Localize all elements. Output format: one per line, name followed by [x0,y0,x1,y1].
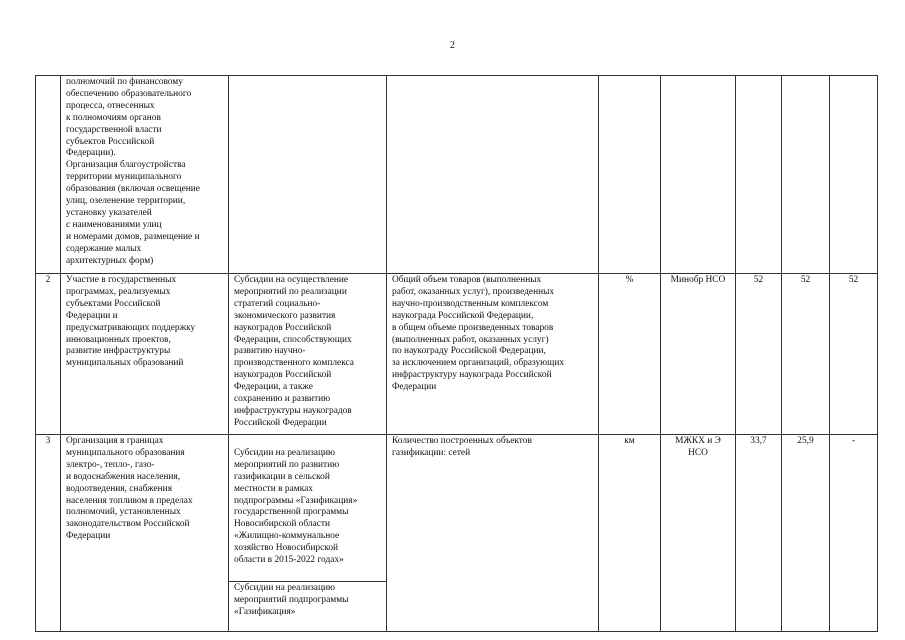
table-row [36,274,878,435]
row-unit: % [599,274,661,435]
row-unit [599,76,661,274]
table-row [36,76,878,274]
row-value-1: 52 [736,274,782,435]
row-unit: км [599,435,661,632]
row-indicator: Количество построенных объектов газификации: сетей [387,435,599,632]
row-value-3: - [830,435,878,632]
row-indicator [387,76,599,274]
row-value-1 [736,76,782,274]
page-number: 2 [450,40,455,51]
row-value-2: 52 [782,274,830,435]
row-subsidy-cell [229,435,387,632]
row-value-3: 52 [830,274,878,435]
row-responsible [661,76,736,274]
row-name: полномочий по финансовому обеспечению образовательного процесса, отнесенных к полномочиям органов государственной власти субъектов Российской Федерации). Организация благоустройства территории муниципального образования (включая освещение улиц, озеленение территории, установку указателей с наименованиями улиц и номерами домов, размещение и содержание малых архитектурных форм) [61,76,229,274]
row-responsible: Минобр НСО [661,274,736,435]
row-value-3 [830,76,878,274]
row-name: Участие в государственных программах, реализуемых субъектами Российской Федерации и предусматривающих поддержку инновационных проектов, развитие инфраструктуры муниципальных образований [61,274,229,435]
row-subsidy: Субсидии на осуществление мероприятий по реализации стратегий социально- экономического развития наукоградов Российской Федерации, способствующих развитию научно- производственного комплекса наукоградов Российской Федерации, а также сохранению и развитию инфраструктуры наукоградов Российской Федерации [229,274,387,435]
row-number [36,76,61,274]
row-number: 2 [36,274,61,435]
row-number: 3 [36,435,61,632]
table-row [36,435,878,632]
row-value-2 [782,76,830,274]
row-name: Организация в границах муниципального образования электро-, тепло-, газо- и водоснабжения населения, водоотведения, снабжения населения топливом в пределах полномочий, установленных законодательством Российской Федерации [61,435,229,632]
row-value-2: 25,9 [782,435,830,632]
row-indicator: Общий объем товаров (выполненных работ, оказанных услуг), произведенных научно-производственным комплексом наукограда Российской Федерации, в общем объеме произведенных товаров (выполненных работ, оказанных услуг) по наукограду Российской Федерации, за исключением организаций, образующих инфраструктуру наукограда Российской Федерации [387,274,599,435]
row-subsidy-secondary: Субсидии на реализацию мероприятий подпрограммы «Газификация» [229,581,386,619]
program-table [35,75,878,632]
row-responsible: МЖКХ и Э НСО [661,435,736,632]
row-value-1: 33,7 [736,435,782,632]
row-subsidy [229,76,387,274]
row-subsidy: Субсидии на реализацию мероприятий по развитию газификации в сельской местности в рамках подпрограммы «Газификация» государственной программы Новосибирской области «Жилищно-коммунальное хозяйство Новосибирской области в 2015-2022 годах» [234,447,358,566]
